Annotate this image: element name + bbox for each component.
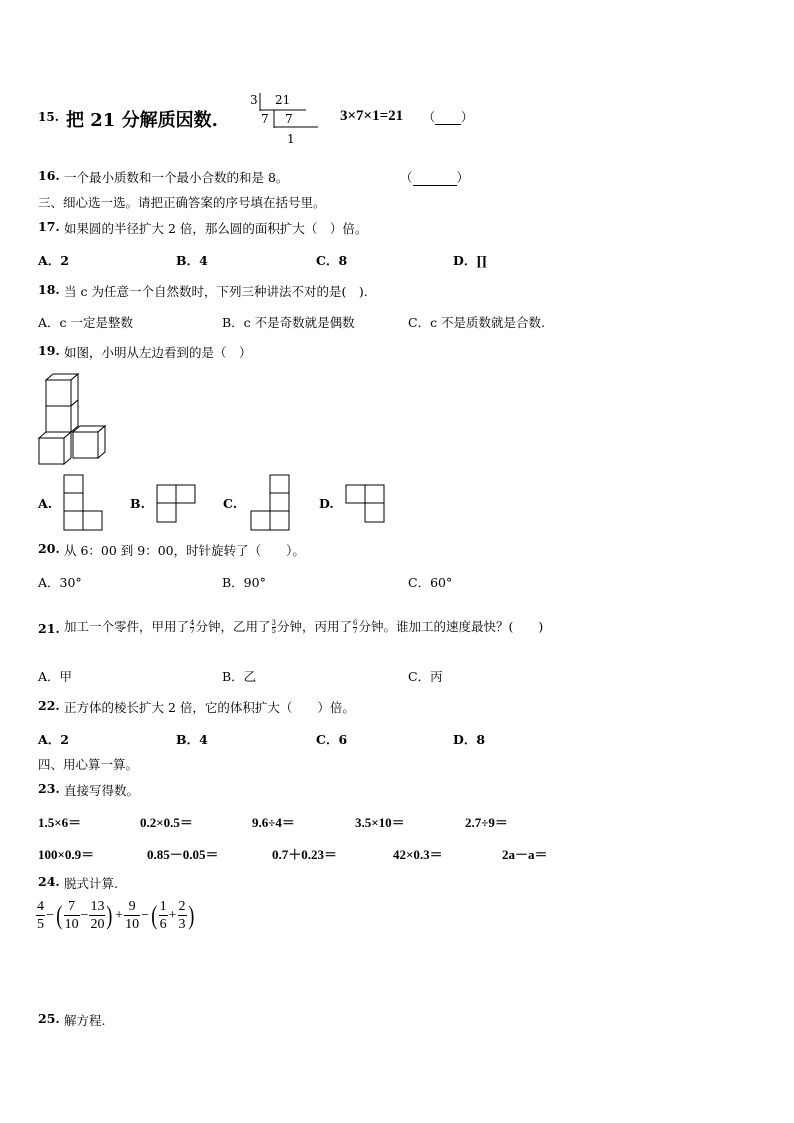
fraction: $\frac{7}{10}$: [64, 899, 79, 932]
option-b-label: B.: [130, 496, 145, 511]
option-d-label: D.: [319, 496, 334, 511]
question-number: 17.: [38, 219, 60, 234]
calc-item: 1.5×6＝: [38, 815, 82, 830]
calc-item: 0.2×0.5＝: [140, 815, 193, 830]
question-text: 脱式计算.: [64, 876, 118, 891]
fraction: $\frac{4}{5}$: [37, 899, 44, 932]
text-part: 分钟，丙用了: [276, 619, 352, 634]
option-c: C．8: [316, 253, 348, 268]
calc-item: 2a－a＝: [502, 847, 548, 862]
option-a-label: A.: [38, 496, 53, 511]
option-b: B．90°: [222, 575, 266, 590]
fraction-4-7: $\frac{4}{7}$: [190, 619, 195, 635]
calc-item: 3.5×10＝: [355, 815, 405, 830]
option-a: A．2: [38, 732, 69, 747]
question-number: 22.: [38, 698, 60, 713]
calc-item: 9.6÷4＝: [252, 815, 295, 830]
text-part: 分钟，乙用了: [195, 619, 271, 634]
question-text: 解方程.: [64, 1013, 106, 1028]
option-b: B．4: [176, 732, 208, 747]
question-text: 如果圆的半径扩大 2 倍，那么圆的面积扩大（ ）倍。: [64, 221, 368, 236]
calc-item: 100×0.9＝: [38, 847, 95, 862]
fraction: $\frac{1}{6}$: [159, 899, 167, 932]
divisor-7: 7: [261, 112, 269, 126]
option-b: B．4: [176, 253, 208, 268]
option-d-view-icon: [345, 484, 387, 524]
dividend-21: 21: [275, 93, 291, 107]
question-text: 正方体的棱长扩大 2 倍，它的体积扩大（ ）倍。: [64, 700, 355, 715]
fraction: $\frac{2}{3}$: [178, 899, 186, 932]
question-text: 如图，小明从左边看到的是（ ）: [64, 345, 252, 360]
question-text: 从 6：00 到 9：00，时针旋转了（ ）。: [64, 543, 305, 558]
question-number: 19.: [38, 343, 60, 358]
option-a: A．2: [38, 253, 69, 268]
question-text: 直接写得数。: [64, 783, 140, 798]
text-part: 分钟。谁加工的速度最快？( ): [358, 619, 544, 634]
option-c-label: C.: [223, 496, 238, 511]
option-a: A．c 一定是整数: [38, 315, 134, 330]
question-number: 21.: [38, 621, 60, 636]
section-heading-4: 四、用心算一算。: [38, 757, 139, 772]
option-b: B．乙: [222, 669, 257, 684]
option-a: A．30°: [38, 575, 82, 590]
calc-item: 0.85－0.05＝: [147, 847, 219, 862]
question-number: 24.: [38, 874, 60, 889]
cube-stack-figure: [36, 372, 110, 470]
quotient-7: 7: [285, 112, 293, 126]
factorization-result: 3×7×1=21: [340, 108, 404, 124]
option-c: C．c 不是质数就是合数.: [408, 315, 546, 330]
question-number: 20.: [38, 541, 60, 556]
option-d: D．∏: [453, 253, 487, 268]
option-c: C．60°: [408, 575, 453, 590]
answer-blank: （ ）: [400, 170, 470, 185]
option-c-view-icon: [250, 474, 292, 532]
question-number: 25.: [38, 1011, 60, 1026]
expression: $\frac{4}{5}$ −( $\frac{7}{10}$ − $\frac{13}{20}$ ) + $\frac{9}{10}$ −( $\frac{1}{6}$ + $\frac{2}{3}$ ): [37, 899, 194, 932]
calc-item: 42×0.3＝: [393, 847, 443, 862]
option-a-view-icon: [63, 474, 105, 532]
divisor-3: 3: [250, 93, 258, 107]
option-c: C．丙: [408, 669, 443, 684]
option-c: C．6: [316, 732, 348, 747]
question-number: 15.: [38, 110, 59, 124]
question-text: 把 21 分解质因数.: [66, 110, 218, 131]
fraction: $\frac{13}{20}$: [90, 899, 105, 932]
question-text: [64, 612, 543, 642]
option-a: A．甲: [38, 669, 73, 684]
question-number: 23.: [38, 781, 60, 796]
fraction-3-5: $\frac{3}{5}$: [271, 619, 276, 635]
section-heading-3: 三、细心选一选。请把正确答案的序号填在括号里。: [38, 195, 326, 210]
fraction: $\frac{9}{10}$: [125, 899, 140, 932]
calc-item: 0.7＋0.23＝: [272, 847, 338, 862]
question-number: 16.: [38, 168, 60, 183]
question-text: 当 c 为任意一个自然数时，下列三种讲法不对的是( ).: [64, 284, 368, 299]
option-b: B．c 不是奇数就是偶数: [222, 315, 355, 330]
question-number: 18.: [38, 282, 60, 297]
answer-blank: （ ）: [423, 110, 474, 124]
fraction-6-7: $\frac{6}{7}$: [352, 619, 358, 635]
quotient-1: 1: [287, 132, 295, 146]
option-b-view-icon: [156, 484, 198, 524]
question-text: 一个最小质数和一个最小合数的和是 8。: [64, 170, 289, 185]
calc-item: 2.7÷9＝: [465, 815, 508, 830]
text-part: 加工一个零件，甲用了: [64, 619, 190, 634]
option-d: D．8: [453, 732, 486, 747]
